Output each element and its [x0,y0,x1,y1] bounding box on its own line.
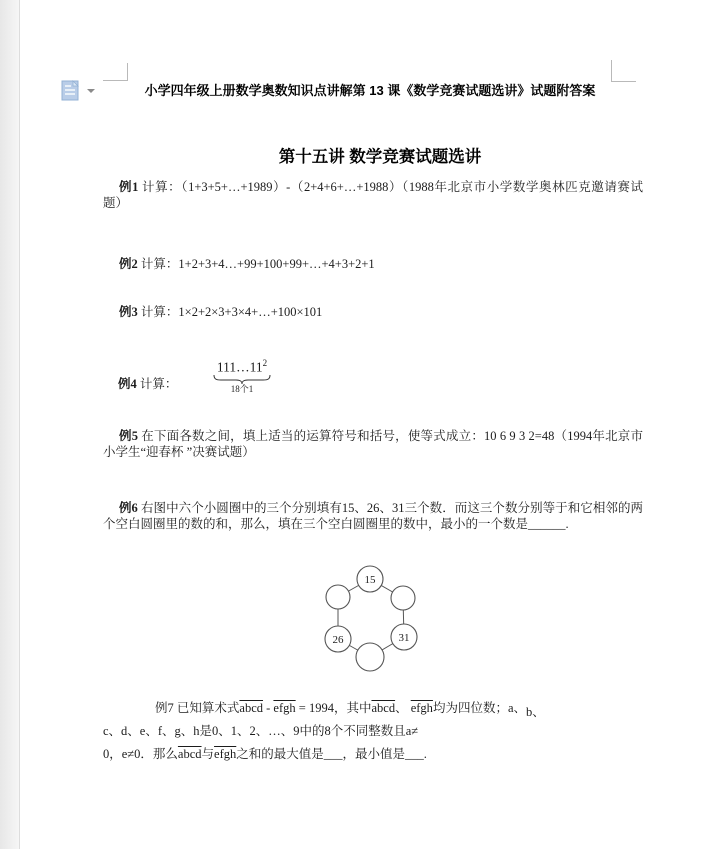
diagram-circle-empty [356,643,384,671]
paste-options-button[interactable] [61,80,99,102]
problem-4-label: 例4 [118,377,137,391]
text-segment: 与 [201,747,215,761]
problem-6-text: 右图中六个小圆圈中的三个分别填有15、26、31三个数．而这三个数分别等于和它相邻的两个空白圆圈里的数的和，那么，填在三个空白圆圈里的数中，最小的一个数是______. [103,501,643,531]
problem-7-line [103,720,648,743]
diagram-circle-number: 26 [332,633,344,646]
problem-4-text: 计算： [139,377,178,391]
text-segment: 例7 已知算术式 [155,701,240,715]
margin-crop-mark-left [103,63,128,81]
document-title: 小学四年级上册数学奥数知识点讲解第 13 课《数学竞赛试题选讲》试题附答案 [144,83,596,98]
overlined-number: efgh [410,701,433,715]
text-segment: - [263,701,274,715]
problem-6 [103,501,643,533]
workspace-gutter [0,0,20,849]
problem-2 [103,257,643,273]
dropdown-arrow-icon [87,89,95,93]
document-page-icon [61,80,99,102]
diagram-circle-number: 15 [364,573,376,586]
problem-7-line [103,697,648,720]
text-segment: c、d、e、f、g、h是0、1、2、…、9中的8个不同整数且a≠ [103,724,419,738]
problem-1-label: 例1 [119,180,139,194]
problem-1 [103,180,643,212]
diagram-circle-empty [326,585,350,609]
lesson-heading: 第十五讲 数学竞赛试题选讲 [278,148,482,166]
underbrace-label: 18个1 [230,383,254,394]
overlined-number: efgh [214,747,237,761]
exponent: 2 [262,358,268,368]
problem-4-expression [210,356,274,394]
problem-4 [118,374,177,392]
problem-5-text: 在下面各数之间，填上适当的运算符号和括号，使等式成立：10 6 9 3 2=48（1994年北京市小学生“迎春杯 ”决赛试题） [103,429,643,459]
problem-5 [103,429,643,461]
diagram-circle-empty [391,586,415,610]
text-segment: = 1994 [295,701,334,715]
problem-3 [103,305,643,321]
problem-5-label: 例5 [119,429,138,443]
text-segment: 均为四位数；a、 [432,701,526,715]
margin-crop-mark-right [611,60,636,82]
text-segment: 、 [395,701,411,715]
underbrace-icon [213,375,271,384]
problem-6-label: 例6 [119,501,138,515]
overlined-number: abcd [239,701,263,715]
circle-hexagon-diagram [323,563,419,673]
repeated-ones-expression: $111\dots 11^2$ [216,358,268,375]
overlined-number: abcd [371,701,396,715]
problem-7 [103,697,648,766]
text-segment: 0，e≠0．那么 [103,747,178,761]
problem-2-text: 计算：1+2+3+4…+99+100+99+…+4+3+2+1 [140,257,375,271]
problem-7-line [103,743,648,766]
overlined-number: efgh [273,701,296,715]
overlined-number: abcd [177,747,202,761]
text-segment: b、 [526,705,545,719]
problem-3-text: 计算：1×2+2×3+3×4+…+100×101 [140,305,323,319]
problem-1-text: 计算：（1+3+5+…+1989）-（2+4+6+…+1988）（1988年北京市小学数学奥林匹克邀请赛试题） [103,180,643,210]
problem-3-label: 例3 [119,305,138,319]
problem-2-label: 例2 [119,257,138,271]
text-segment: 之和的最大值是___，最小值是___. [236,747,427,761]
diagram-circle-number: 31 [398,631,410,644]
text-segment: ，其中 [333,701,372,715]
